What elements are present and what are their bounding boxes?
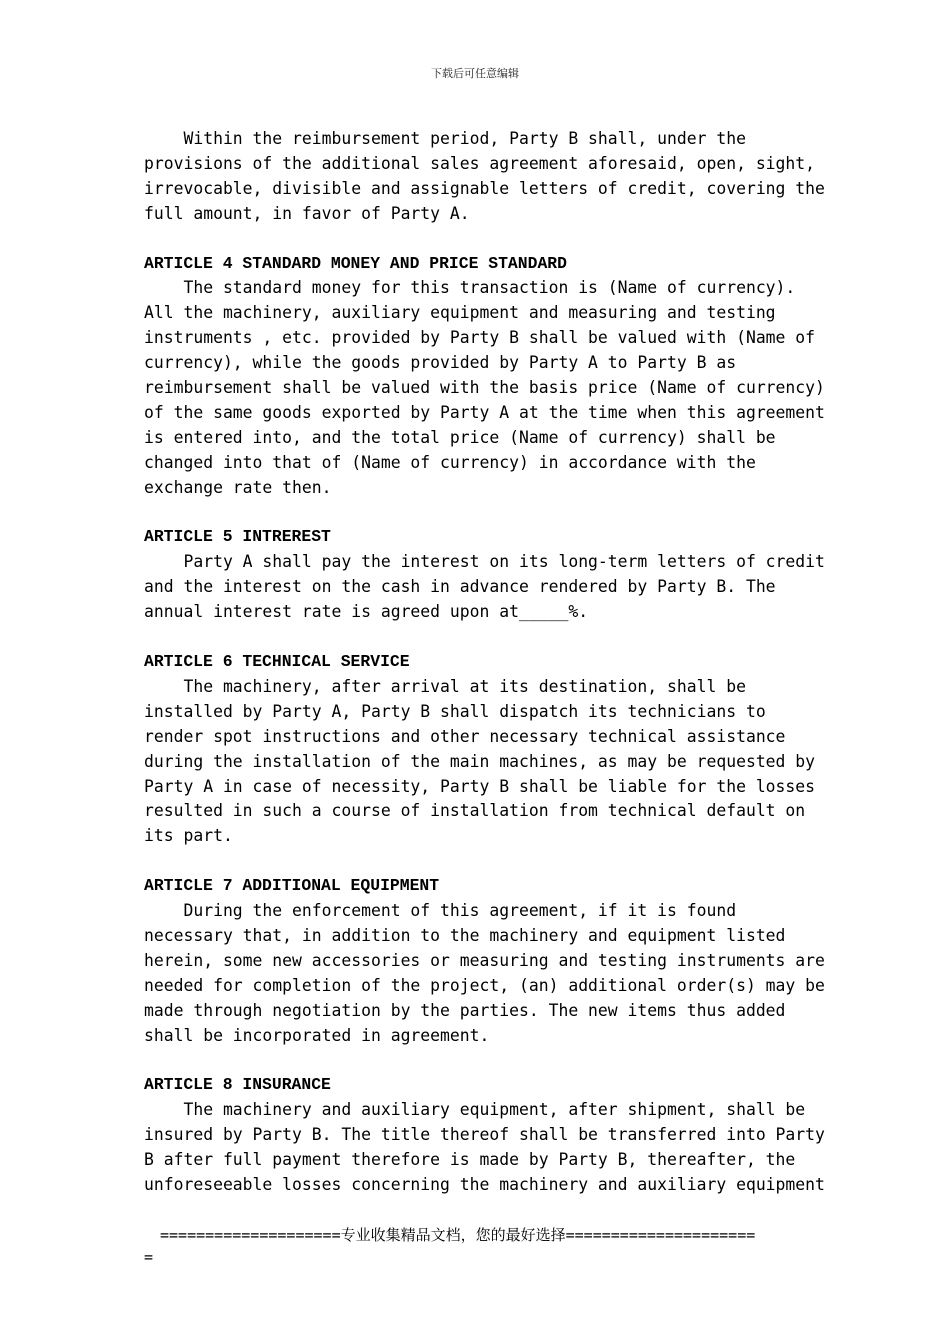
paragraph-line: The machinery and auxiliary equipment, after shipment, shall be (144, 1100, 806, 1120)
page-header (0, 66, 950, 82)
footer-overflow: = (144, 1248, 154, 1266)
paragraph-line: irrevocable, divisible and assignable letters of credit, covering the (144, 178, 825, 198)
article-heading: ARTICLE 8 INSURANCE (144, 1075, 331, 1095)
article-heading: ARTICLE 6 TECHNICAL SERVICE (144, 651, 410, 671)
paragraph-line: During the enforcement of this agreement, if it is found (144, 901, 737, 921)
intro-paragraph (144, 127, 825, 227)
paragraph-line: changed into that of (Name of currency) in accordance with the (144, 452, 756, 472)
paragraph-line: herein, some new accessories or measuring and testing instruments are (144, 950, 825, 970)
paragraph-line: unforeseeable losses concerning the machinery and auxiliary equipment (144, 1174, 825, 1194)
paragraph-line: render spot instructions and other necessary technical assistance (144, 726, 786, 746)
article-heading: ARTICLE 5 INTREREST (144, 527, 331, 547)
paragraph-line: instruments , etc. provided by Party B shall be valued with (Name of (144, 328, 816, 348)
article-heading: ARTICLE 7 ADDITIONAL EQUIPMENT (144, 876, 440, 896)
paragraph-line: its part. (144, 826, 233, 846)
paragraph-line: resulted in such a course of installation from technical default on (144, 801, 806, 821)
paragraph-line: full amount, in favor of Party A. (144, 203, 470, 223)
article-8-section (144, 1073, 825, 1198)
article-7-section (144, 874, 825, 1048)
paragraph-line: annual interest rate is agreed upon at_____%. (144, 602, 589, 622)
paragraph-line: during the installation of the main machines, as may be requested by (144, 751, 816, 771)
paragraph-line: Party A in case of necessity, Party B shall be liable for the losses (144, 776, 816, 796)
paragraph-line: provisions of the additional sales agreement aforesaid, open, sight, (144, 153, 816, 173)
paragraph-line: made through negotiation by the parties. The new items thus added (144, 1000, 786, 1020)
paragraph-line: The standard money for this transaction is (Name of currency). (144, 278, 796, 298)
document-body (144, 127, 825, 1198)
paragraph-line: insured by Party B. The title thereof shall be transferred into Party (144, 1125, 825, 1145)
page-footer (144, 1224, 824, 1268)
header-text: 下载后可任意编辑 (431, 67, 519, 80)
paragraph-line: is entered into, and the total price (Name of currency) shall be (144, 427, 776, 447)
paragraph-line: exchange rate then. (144, 477, 332, 497)
paragraph-line: of the same goods exported by Party A at the time when this agreement (144, 402, 825, 422)
paragraph-line: All the machinery, auxiliary equipment and measuring and testing (144, 303, 776, 323)
article-heading: ARTICLE 4 STANDARD MONEY AND PRICE STANDARD (144, 253, 567, 273)
paragraph-line: installed by Party A, Party B shall dispatch its technicians to (144, 701, 766, 721)
paragraph-line: necessary that, in addition to the machinery and equipment listed (144, 925, 786, 945)
article-6-section (144, 650, 814, 849)
paragraph-line: needed for completion of the project, (an) additional order(s) may be (144, 975, 825, 995)
paragraph-line: reimbursement shall be valued with the basis price (Name of currency) (144, 378, 825, 398)
paragraph-line: currency), while the goods provided by Party A to Party B as (144, 353, 737, 373)
article-5-section (144, 525, 825, 625)
footer-banner: ====================专业收集精品文档，您的最好选择===================== (160, 1226, 756, 1244)
paragraph-line: Within the reimbursement period, Party B shall, under the (144, 129, 746, 148)
paragraph-line: and the interest on the cash in advance rendered by Party B. The (144, 577, 776, 597)
paragraph-line: The machinery, after arrival at its destination, shall be (144, 676, 746, 696)
paragraph-line: B after full payment therefore is made by Party B, thereafter, the (144, 1150, 796, 1170)
article-4-section (144, 252, 825, 501)
paragraph-line: shall be incorporated in agreement. (144, 1025, 490, 1045)
paragraph-line: Party A shall pay the interest on its long-term letters of credit (144, 552, 825, 572)
